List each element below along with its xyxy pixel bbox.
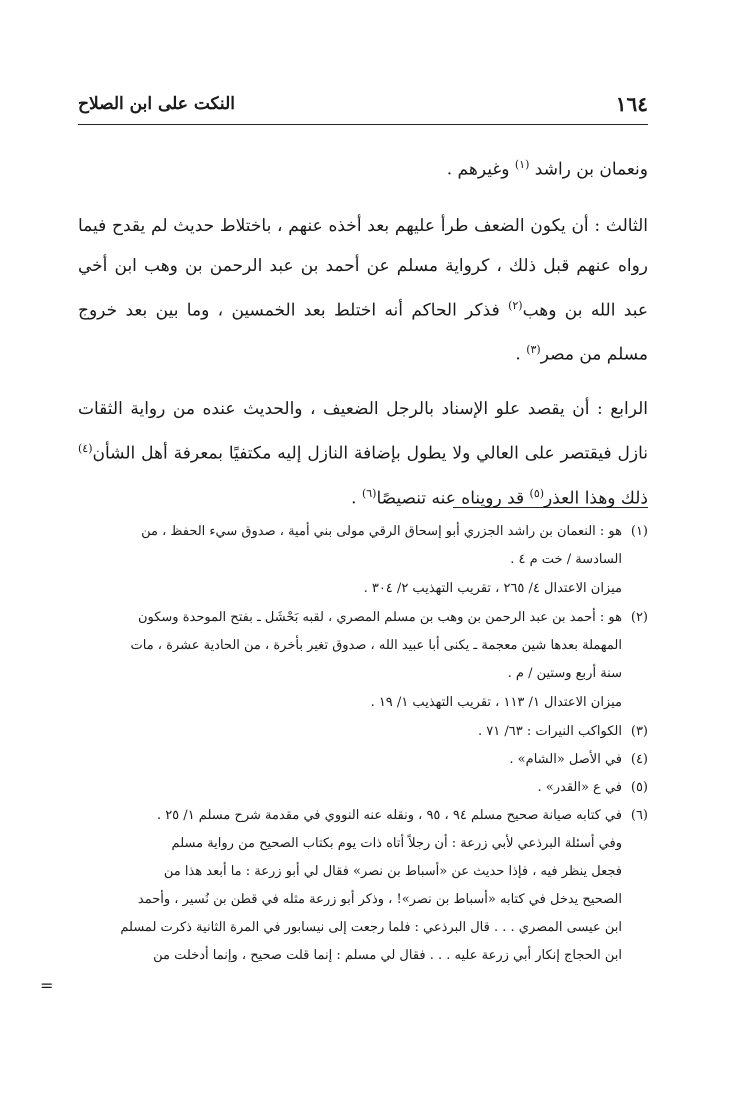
footnote-6-line-3: فجعل ينظر فيه ، فإذا حديث عن «أسباط بن نصر» فقال لي أبو زرعة : ما أبعد هذا من <box>163 864 622 879</box>
para4-line3a: الشأن <box>92 443 136 464</box>
para3-line4: خروج مسلم من مصر <box>78 300 648 365</box>
footnote-2-line-2: المهملة بعدها شين معجمة ـ يكنى أبا عبيد الله ، صدوق تغير بأخرة ، من الحادية عشرة ، مات <box>130 638 622 653</box>
footnote-ref-6[interactable]: (٦) <box>361 486 377 500</box>
footnote-6-line-6: ابن الحجاج إنكار أبي زرعة عليه . . . فقال لي مسلم : إنما قلت صحيح ، وإنما أدخلت من <box>153 948 622 963</box>
footnote-2-line-3: سنة أربع وستين / م . <box>507 666 622 681</box>
para3-line4-end: . <box>515 344 521 365</box>
footnote-1 <box>78 518 648 604</box>
intro-text: ونعمان بن راشد <box>534 159 648 180</box>
para3-line3a: ابن أخي عبد الله بن وهب <box>78 255 649 321</box>
footnote-1-line-1: هو : النعمان بن راشد الجزري أبو إسحاق الرقي مولى بني أمية ، صدوق سيء الحفظ ، من <box>141 524 622 539</box>
footnote-ref-1[interactable]: (١) <box>514 158 530 171</box>
footnote-6 <box>78 802 648 970</box>
footnote-6-line-2: وفي أسئلة البرذعي لأبي زرعة : أن رجلاً أتاه ذات يوم بكتاب الصحيح من رواية مسلم <box>171 836 622 851</box>
footnote-number: (١) <box>630 524 648 539</box>
footnotes <box>78 518 648 970</box>
footnote-number: (٦) <box>630 808 648 823</box>
para4-line3-end: . <box>351 488 357 509</box>
para3-line3b: فذكر الحاكم أنه اختلط بعد الخمسين ، وما بين بعد <box>125 300 500 321</box>
para4-line2: الثقات نازل فيقتصر على العالي ولا يطول بإضافة النازل إليه مكتفيًا بمعرفة أهل <box>78 398 649 464</box>
running-title: النكت على ابن الصلاح <box>78 94 235 114</box>
footnote-ref-2[interactable]: (٢) <box>508 298 523 312</box>
main-text <box>78 145 648 518</box>
para3-line2: يقدح فيما رواه عنهم قبل ذلك ، كرواية مسلم عن أحمد بن عبد الرحمن بن وهب <box>78 215 649 276</box>
footnote-number: (٤) <box>630 752 648 767</box>
footnote-6-line-5: ابن عيسى المصري . . . قال البرذعي : فلما رجعت إلى نيسابور في المرة الثانية ذكرت لمسلم <box>120 920 622 935</box>
para4-line1: الرابع : أن يقصد علو الإسناد بالرجل الضعيف ، والحديث عنده من رواية <box>130 398 648 419</box>
footnote-1-source: ميزان الاعتدال ٤/ ٢٦٥ ، تقريب التهذيب ٢/ ٣٠٤ . <box>363 581 622 596</box>
footnote-2-source: ميزان الاعتدال ١/ ١١٣ ، تقريب التهذيب ١/ ١٩ . <box>370 695 622 710</box>
footnote-6-line-4: الصحيح يدخل في كتابه «أسباط بن نصر»! ، وذكر أبو زرعة مثله في قطن بن نُسير ، وأحمد <box>137 892 622 907</box>
footnote-6-line-1: في كتابه صيانة صحيح مسلم ٩٤ ، ٩٥ ، ونقله عنه النووي في مقدمة شرح مسلم ١/ ٢٥ . <box>156 808 622 823</box>
para4-line3b: ذلك وهذا العذر <box>544 488 648 509</box>
footnote-number: (٢) <box>630 610 648 625</box>
footnote-ref-4[interactable]: (٤) <box>78 441 93 455</box>
continuation-mark: = <box>40 976 54 995</box>
footnote-number: (٥) <box>630 780 648 795</box>
intro-line <box>78 145 648 190</box>
paragraph-fourth <box>78 389 648 518</box>
running-header <box>78 92 648 120</box>
footnote-5-text: في ع «القدر» . <box>537 780 622 795</box>
paragraph-third <box>78 206 648 375</box>
footnote-2-line-1: هو : أحمد بن عبد الرحمن بن وهب بن مسلم المصري ، لقبه بَحْشَل ـ بفتح الموحدة وسكون <box>137 610 622 625</box>
para3-line1: الثالث : أن يكون الضعف طرأ عليهم بعد أخذه عنهم ، باختلاط حديث لم <box>151 215 648 236</box>
footnote-ref-5[interactable]: (٥) <box>529 486 545 500</box>
footnote-5 <box>78 774 648 802</box>
header-rule <box>78 124 648 125</box>
footnote-1-line-2: السادسة / خت م ٤ . <box>510 552 622 567</box>
footnote-separator <box>453 507 648 508</box>
footnote-4-text: في الأصل «الشام» . <box>509 752 622 767</box>
footnote-3 <box>78 718 648 746</box>
footnote-2 <box>78 604 648 718</box>
footnote-number: (٣) <box>630 724 648 739</box>
page-number: ١٦٤ <box>615 92 648 116</box>
footnote-3-text: الكواكب النيرات : ٦٣/ ٧١ . <box>478 724 622 739</box>
intro-tail: وغيرهم . <box>446 159 510 180</box>
para4-line3c: قد رويناه عنه تنصيصًا <box>376 488 525 509</box>
footnote-4 <box>78 746 648 774</box>
footnote-ref-3[interactable]: (٣) <box>526 343 541 357</box>
